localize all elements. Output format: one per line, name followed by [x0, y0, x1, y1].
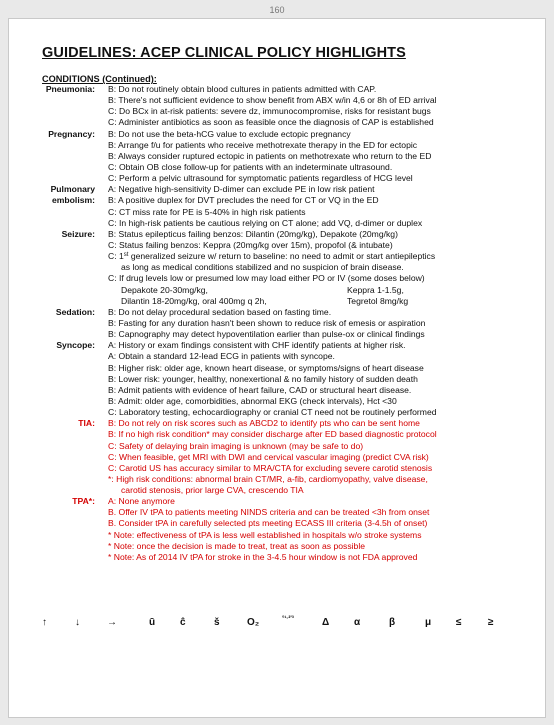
guideline-row [9, 530, 547, 541]
guideline-text: B: Capnography may detect hypoventilation earlier than pulse-ox or clinical findings [108, 329, 425, 340]
guideline-text: B: Arrange f/u for patients who receive methotrexate therapy in the ED for ectopic [108, 139, 418, 150]
guideline-text: B: Do not use the beta-hCG value to exclude ectopic pregnancy [108, 128, 351, 139]
dose-item: Tegretol 8mg/kg [347, 295, 409, 306]
condition-label: TPA*: [72, 496, 95, 507]
guideline-text: C: Do BCx in at-risk patients: severe dz, immunocompromise, risks for resistant bugs [108, 106, 431, 117]
guideline-row [9, 95, 547, 106]
guideline-row [9, 374, 547, 385]
guideline-text: * Note: As of 2014 IV tPA for stroke in the 3-4.5 hour window is not FDA approved [108, 551, 418, 562]
guideline-row [9, 396, 547, 407]
section-heading: CONDITIONS (Continued): [42, 74, 157, 84]
guideline-text: C: Laboratory testing, echocardiography or cranial CT need not be routinely performed [108, 407, 437, 418]
guideline-row [9, 195, 547, 206]
guideline-row [9, 307, 547, 318]
guideline-text: carotid stenosis, prior large CVA, crescendo TIA [121, 485, 304, 496]
guideline-text: C: Administer antibiotics as soon as feasible once the diagnosis of CAP is established [108, 117, 434, 128]
guideline-row [9, 162, 547, 173]
guideline-list [9, 84, 547, 563]
guideline-text: C: Status failing benzos: Keppra (20mg/kg over 15m), propofol (& intubate) [108, 239, 393, 250]
guideline-row [9, 485, 547, 496]
symbol-glyph: → [107, 617, 117, 628]
symbol-glyph: O₂ [247, 617, 260, 628]
symbol-glyph: š [214, 617, 220, 628]
guideline-row [9, 129, 547, 140]
guideline-row [9, 363, 547, 374]
guideline-text: B: Lower risk: younger, healthy, nonexertional & no family history of sudden death [108, 373, 418, 384]
guideline-row [9, 441, 547, 452]
guideline-row [9, 340, 547, 351]
guideline-row [9, 407, 547, 418]
guideline-row [9, 541, 547, 552]
dose-item: Keppra 1-1.5g, [347, 284, 404, 295]
guideline-text: A: History or exam findings consistent with CHF identify patients at higher risk. [108, 340, 406, 351]
guideline-text [108, 251, 435, 262]
condition-label: Pregnancy: [48, 128, 95, 139]
condition-label: Pulmonary [50, 184, 95, 195]
guideline-text: B. Consider tPA in carefully selected pts meeting ECASS III criteria (3-4.5h of onset) [108, 518, 428, 529]
symbol-glyph: ↑ [42, 617, 47, 628]
guideline-row [9, 452, 547, 463]
guideline-text: C: CT miss rate for PE is 5-40% in high risk patients [108, 206, 306, 217]
guideline-row [9, 229, 547, 240]
guideline-text: B: Higher risk: older age, known heart disease, or symptoms/signs of heart disease [108, 362, 424, 373]
symbol-glyph: ū [149, 617, 156, 628]
guideline-row [9, 218, 547, 229]
guideline-row [9, 273, 547, 284]
guideline-row [9, 151, 547, 162]
guideline-text: B. Offer IV tPA to patients meeting NINDS criteria and can be treated <3h from onset [108, 507, 430, 518]
condition-label: embolism: [52, 195, 95, 206]
guideline-text: B: Do not rely on risk scores such as ABCD2 to identify pts who can be sent home [108, 418, 420, 429]
guideline-row [9, 240, 547, 251]
guideline-row [9, 262, 547, 273]
guideline-row [9, 418, 547, 429]
guideline-row [9, 507, 547, 518]
symbol-row [42, 617, 522, 631]
guideline-row [9, 496, 547, 507]
symbol-glyph: α [354, 617, 361, 628]
guideline-row [9, 296, 547, 307]
guideline-row [9, 429, 547, 440]
guideline-text: A: None anymore [108, 496, 175, 507]
guideline-text: B: Admit patients with evidence of heart failure, CAD or structural heart disease. [108, 384, 412, 395]
condition-label: Syncope: [56, 340, 95, 351]
guideline-row [9, 474, 547, 485]
guideline-text: B: Status epilepticus failing benzos: Dilantin (20mg/kg), Depakote (20mg/kg) [108, 228, 398, 239]
dose-item: Dilantin 18-20mg/kg, oral 400mg q 2h, [121, 295, 267, 306]
condition-label: Seizure: [61, 228, 95, 239]
guideline-text: B: Admit: older age, comorbidities, abnormal EKG (check intervals), Hct <30 [108, 395, 397, 406]
guideline-row [9, 140, 547, 151]
guideline-text: C: In high-risk patients be cautious relying on CT alone; add VQ, d-dimer or duplex [108, 217, 423, 228]
document-page [8, 18, 546, 718]
guideline-text: C: Safety of delaying brain imaging is unknown (may be safe to do) [108, 440, 364, 451]
guideline-row [9, 351, 547, 362]
guideline-row [9, 207, 547, 218]
symbol-glyph: ≥ [488, 617, 494, 628]
guideline-row [9, 463, 547, 474]
symbol-glyph: °¹·²'³ [282, 616, 294, 622]
symbol-glyph: β [389, 617, 396, 628]
guideline-text: * Note: effectiveness of tPA is less well established in hospitals w/o stroke systems [108, 529, 422, 540]
guideline-text: B: Do not routinely obtain blood cultures in patients admitted with CAP. [108, 84, 377, 94]
symbol-glyph: Δ [322, 617, 330, 628]
guideline-text: B: There's not sufficient evidence to show benefit from ABX w/in 4,6 or 8h of ED arrival [108, 95, 437, 106]
guideline-row [9, 385, 547, 396]
condition-label: Pneumonia: [45, 84, 95, 94]
symbol-glyph: ↓ [75, 617, 80, 628]
guideline-text: A: Negative high-sensitivity D-dimer can exclude PE in low risk patient [108, 184, 375, 195]
guideline-row [9, 518, 547, 529]
guideline-row [9, 184, 547, 195]
guideline-row [9, 318, 547, 329]
guideline-text-body: generalized seizure w/ return to baseline: no need to admit or start antiepileptics [128, 251, 436, 262]
guideline-text-prefix: C: 1 [108, 251, 124, 262]
condition-label: Sedation: [55, 306, 95, 317]
guideline-row [9, 251, 547, 262]
guideline-row [9, 329, 547, 340]
condition-label: TIA: [78, 418, 95, 429]
guideline-row [9, 117, 547, 128]
symbol-glyph: ≤ [456, 617, 462, 628]
guideline-row [9, 552, 547, 563]
guideline-text: C: When feasible, get MRI with DWI and cervical vascular imaging (predict CVA risk) [108, 451, 429, 462]
symbol-glyph: μ [425, 617, 432, 628]
guideline-row [9, 285, 547, 296]
symbol-glyph: ĉ [180, 617, 186, 628]
guideline-text: B: A positive duplex for DVT precludes the need for CT or VQ in the ED [108, 195, 379, 206]
guideline-text: C: Carotid US has accuracy similar to MRA/CTA for excluding severe carotid stenosis [108, 462, 433, 473]
guideline-row [9, 173, 547, 184]
guideline-text: C: Perform a pelvic ultrasound for symptomatic patients regardless of HCG level [108, 173, 413, 184]
guideline-text: *: High risk conditions: abnormal brain CT/MR, a-fib, cardiomyopathy, valve disease, [108, 473, 428, 484]
guideline-row [9, 84, 547, 95]
dose-item: Depakote 20-30mg/kg, [121, 284, 208, 295]
guideline-text: C: If drug levels low or presumed low may load either PO or IV (some doses below) [108, 273, 425, 284]
guideline-text: B: Fasting for any duration hasn't been shown to reduce risk of emesis or aspiration [108, 317, 426, 328]
guideline-text: B: Do not delay procedural sedation based on fasting time. [108, 306, 332, 317]
page-title: GUIDELINES: ACEP CLINICAL POLICY HIGHLIGHTS [42, 45, 406, 61]
guideline-row [9, 106, 547, 117]
guideline-text: A: Obtain a standard 12-lead ECG in patients with syncope. [108, 351, 335, 362]
guideline-text: * Note: once the decision is made to treat, treat as soon as possible [108, 540, 366, 551]
guideline-text: B: If no high risk condition* may consider discharge after ED based diagnostic protocol [108, 429, 437, 440]
guideline-text: C: Obtain OB close follow-up for patients with an indeterminate ultrasound. [108, 161, 393, 172]
page-number: 160 [269, 5, 285, 15]
guideline-text: as long as medical conditions stabilized and no suspicion of brain disease. [121, 262, 404, 273]
ordinal-superscript: st [123, 252, 129, 259]
guideline-text: B: Always consider ruptured ectopic in patients on methotrexate who return to the ED [108, 150, 432, 161]
